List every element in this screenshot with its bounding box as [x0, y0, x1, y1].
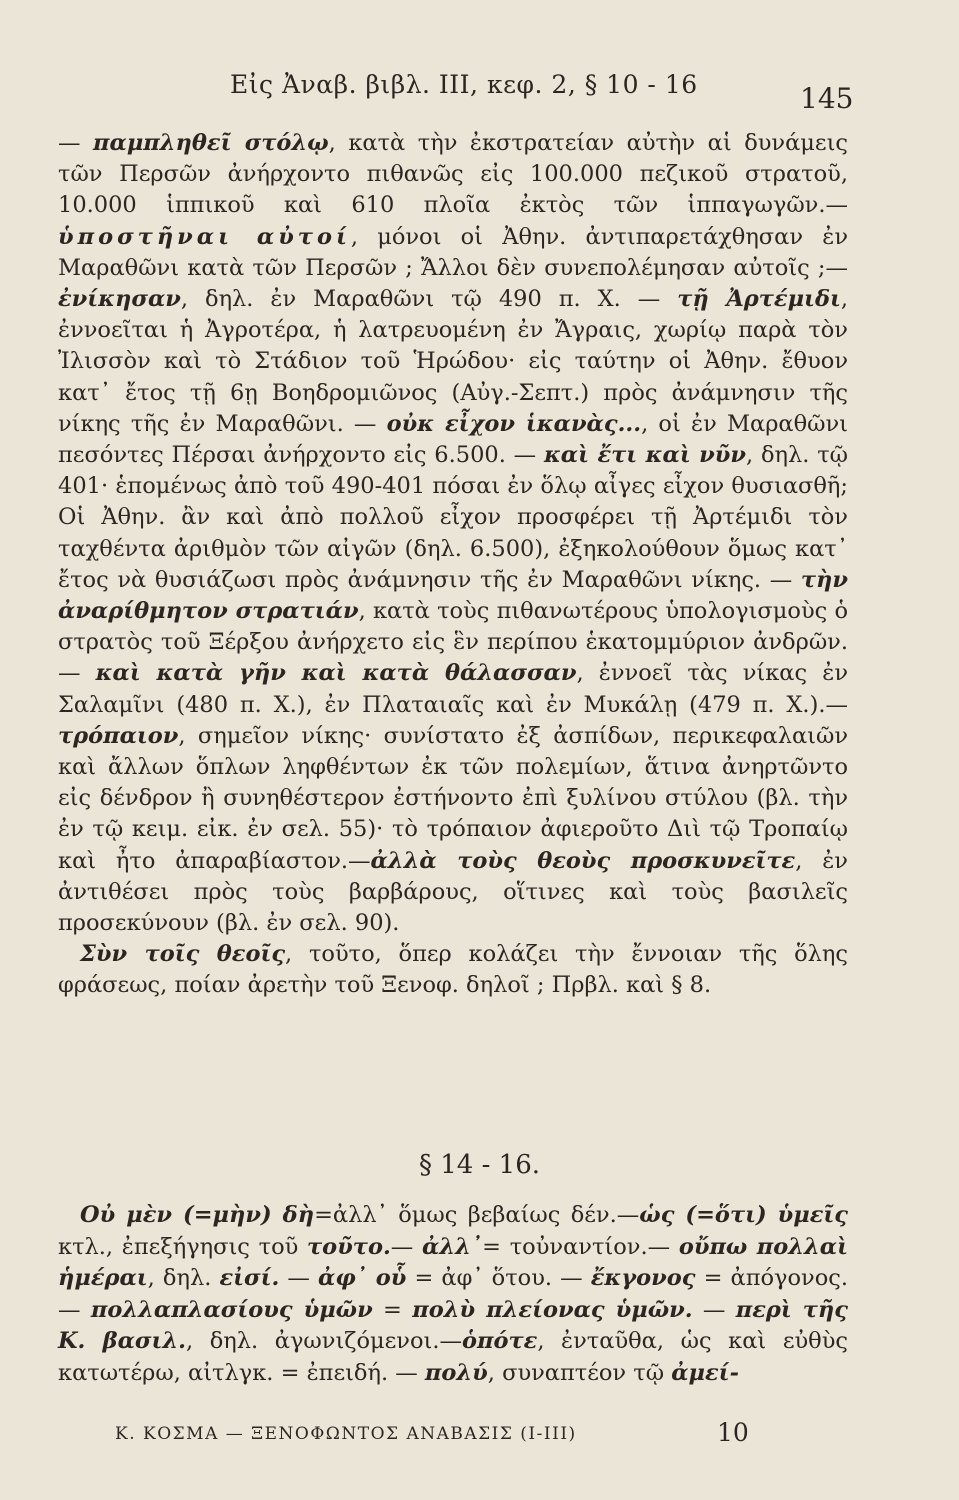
- text-run: , δηλ.: [147, 1265, 220, 1292]
- running-header: [0, 70, 959, 120]
- commentary-paragraph: [58, 1200, 848, 1390]
- text-run: κτλ., ἐπεξήγησις τοῦ: [58, 1233, 308, 1260]
- lemma: τῇ Ἀρτέμιδι: [677, 286, 841, 313]
- text-run: , ἐν ἀντιθέσει πρὸς τοὺς βαρβάρους, οἵτινες καὶ τοὺς βασιλεῖς προσεκύνουν (βλ. ἐν σελ. 90).: [58, 847, 848, 937]
- page-number: 145: [800, 82, 854, 115]
- commentary-text: [58, 1200, 848, 1390]
- printer-signature: Κ. ΚΟΣΜΑ — ΞΕΝΟΦΩΝΤΟΣ ΑΝΑΒΑΣΙΣ (Ι-ΙΙΙ): [115, 1424, 577, 1444]
- lemma: πολλαπλασίους ὑμῶν: [90, 1296, 373, 1323]
- text-run: = ἀφ᾽ ὅτου. —: [406, 1265, 591, 1292]
- lemma: πολὺ πλείονας ὑμῶν.: [412, 1296, 693, 1323]
- text-run: , δηλ. ἐν Μαραθῶνι τῷ 490 π. Χ. —: [180, 286, 678, 313]
- text-run: —: [692, 1296, 736, 1323]
- lemma: εἰσί.: [219, 1265, 280, 1292]
- lemma: Οὐ μὲν (=μὴν) δὴ: [80, 1202, 315, 1228]
- text-run: , συναπτέον τῷ: [487, 1359, 672, 1386]
- section-heading: § 14 - 16.: [418, 1150, 540, 1180]
- lemma: ἀλλὰ τοὺς θεοὺς προσκυνεῖτε: [370, 847, 796, 874]
- lemma: περὶ τῆς Κ. βασιλ.: [58, 1296, 848, 1355]
- text-run: , δηλ. τῷ 401· ἑπομένως ἀπὸ τοῦ 490-401 πόσαι ἐν ὅλῳ αἶγες εἶχον θυσιασθῆ; Οἱ Ἀθην. ἂν καὶ ἀπὸ πολλοῦ εἶχον προσφέρει τῇ Ἀρτέμιδι τὸν ταχθέντα ἀριθμὸν τῶν αἰγῶν (δηλ. 6.500), ἐξηκολούθουν ὅμως κατ᾽ ἔτος νὰ θυσιάζωσι πρὸς ἀνάμνησιν τῆς ἐν Μαραθῶνι νίκης. —: [58, 442, 848, 593]
- text-run: , σημεῖον νίκης· συνίστατο ἐξ ἀσπίδων, περικεφαλαιῶν καὶ ἄλλων ὅπλων ληφθέντων ἐκ τῶν πολεμίων, ἅτινα ἀνηρτῶντο εἰς δένδρον ἢ συνηθέστερον ἐστήνοντο ἐπὶ ξυλίνου στύλου (βλ. τὴν ἐν τῷ κειμ. εἰκ. ἐν σελ. 55)· τὸ τρόπαιον ἀφιεροῦτο Διὶ τῷ Τροπαίῳ καὶ ἦτο ἀπαραβίαστον.—: [58, 722, 848, 874]
- lemma: ἀλλ᾽: [422, 1233, 483, 1260]
- text-run: , τοῦτο, ὅπερ κολάζει τὴν ἔννοιαν τῆς ὅλης φράσεως, ποίαν ἀρετὴν τοῦ Ξενοφ. δηλοῖ ; Πρβλ. καὶ § 8.: [58, 941, 849, 999]
- lemma: πολύ: [424, 1359, 488, 1386]
- text-run: , κατὰ τοὺς πιθανωτέρους ὑπολογισμοὺς ὁ στρατὸς τοῦ Ξέρξου ἀνήρχετο εἰς ἓν περίπου ἑκατομμύριον ἀνδρῶν.—: [58, 598, 848, 687]
- text-run: , ἐννοεῖται ἡ Ἀγροτέρα, ἡ λατρευομένη ἐν Ἄγραις, χωρίῳ παρὰ τὸν Ἰλισσὸν καὶ τὸ Στάδιον τοῦ Ἡρώδου· εἰς ταύτην οἱ Ἀθην. ἔθυον κατ᾽ ἔτος τῇ 6ῃ Βοηδρομιῶνος (Αὐγ.-Σεπτ.) πρὸς ἀνάμνησιν τῆς νίκης τῆς ἐν Μαραθῶνι. —: [58, 286, 848, 437]
- text-run: , δηλ. ἀγωνιζόμενοι.—: [186, 1328, 462, 1355]
- lemma: τρόπαιον: [58, 722, 179, 749]
- text-run: , οἱ ἐν Μαραθῶνι πεσόντες Πέρσαι ἀνήρχοντο εἰς 6.500. —: [58, 410, 849, 469]
- text-run: , κατὰ τὴν ἐκστρατείαν αὐτὴν αἱ δυνάμεις τῶν Περσῶν ἀνήρχοντο πιθανῶς εἰς 100.000 πεζικοῦ στρατοῦ, 10.000 ἱππικοῦ καὶ 610 πλοῖα ἐκτὸς τῶν ἱππαγωγῶν.—: [58, 130, 848, 219]
- signature-number: 10: [717, 1418, 749, 1447]
- text-run: = ἀπόγονος. —: [58, 1265, 849, 1323]
- lemma: ἐνίκησαν: [58, 286, 181, 313]
- lemma: Σὺν τοῖς θεοῖς: [80, 941, 286, 968]
- text-run: =ἀλλ᾽ ὅμως βεβαίως δέν.—: [314, 1202, 640, 1228]
- lemma: ὑποστῆναι αὐτοί: [58, 223, 351, 250]
- text-run: = τοὐναντίον.—: [482, 1233, 679, 1260]
- commentary-paragraph: [58, 128, 848, 939]
- text-run: —: [58, 130, 94, 156]
- lemma: ἀμεί-: [671, 1359, 739, 1386]
- text-run: , ἐννοεῖ τὰς νίκας ἐν Σαλαμῖνι (480 π. Χ.), ἐν Πλαταιαῖς καὶ ἐν Μυκάλῃ (479 π. Χ.).—: [58, 660, 848, 718]
- lemma: καὶ ἔτι καὶ νῦν: [543, 442, 747, 469]
- lemma: ἀφ᾽ οὗ: [318, 1265, 407, 1292]
- running-title: Εἰς Ἀναβ. βιβλ. ΙΙΙ, κεφ. 2, § 10 - 16: [230, 70, 698, 99]
- signature-line: [0, 1418, 959, 1458]
- lemma: ὡς (=ὅτι) ὑμεῖς: [639, 1202, 849, 1228]
- lemma: παμπληθεῖ στόλῳ: [93, 130, 329, 156]
- text-run: =: [372, 1296, 413, 1323]
- lemma: τὴν ἀναρίθμητον στρατιάν: [58, 566, 848, 625]
- lemma: καὶ κατὰ γῆν καὶ κατὰ θάλασσαν: [95, 660, 577, 687]
- lemma: οὔπω πολλαὶ ἡμέραι: [58, 1233, 848, 1292]
- lemma: οὐκ εἶχον ἱκανὰς...: [386, 410, 642, 437]
- lemma: ἔκγονος: [590, 1265, 696, 1292]
- commentary-paragraph: [58, 939, 848, 1001]
- lemma: ὁπότε: [462, 1328, 538, 1355]
- lemma: τοῦτο.: [307, 1233, 391, 1260]
- commentary-text: [58, 128, 848, 1002]
- text-run: —: [279, 1265, 319, 1292]
- text-run: , ἐνταῦθα, ὡς καὶ εὐθὺς κατωτέρω, αἰτλγκ. = ἐπειδή. —: [58, 1328, 848, 1386]
- text-run: , μόνοι οἱ Ἀθην. ἀντιπαρετάχθησαν ἐν Μαραθῶνι κατὰ τῶν Περσῶν ; Ἄλλοι δὲν συνεπολέμησαν αὐτοῖς ;—: [58, 223, 848, 281]
- text-run: —: [390, 1233, 423, 1260]
